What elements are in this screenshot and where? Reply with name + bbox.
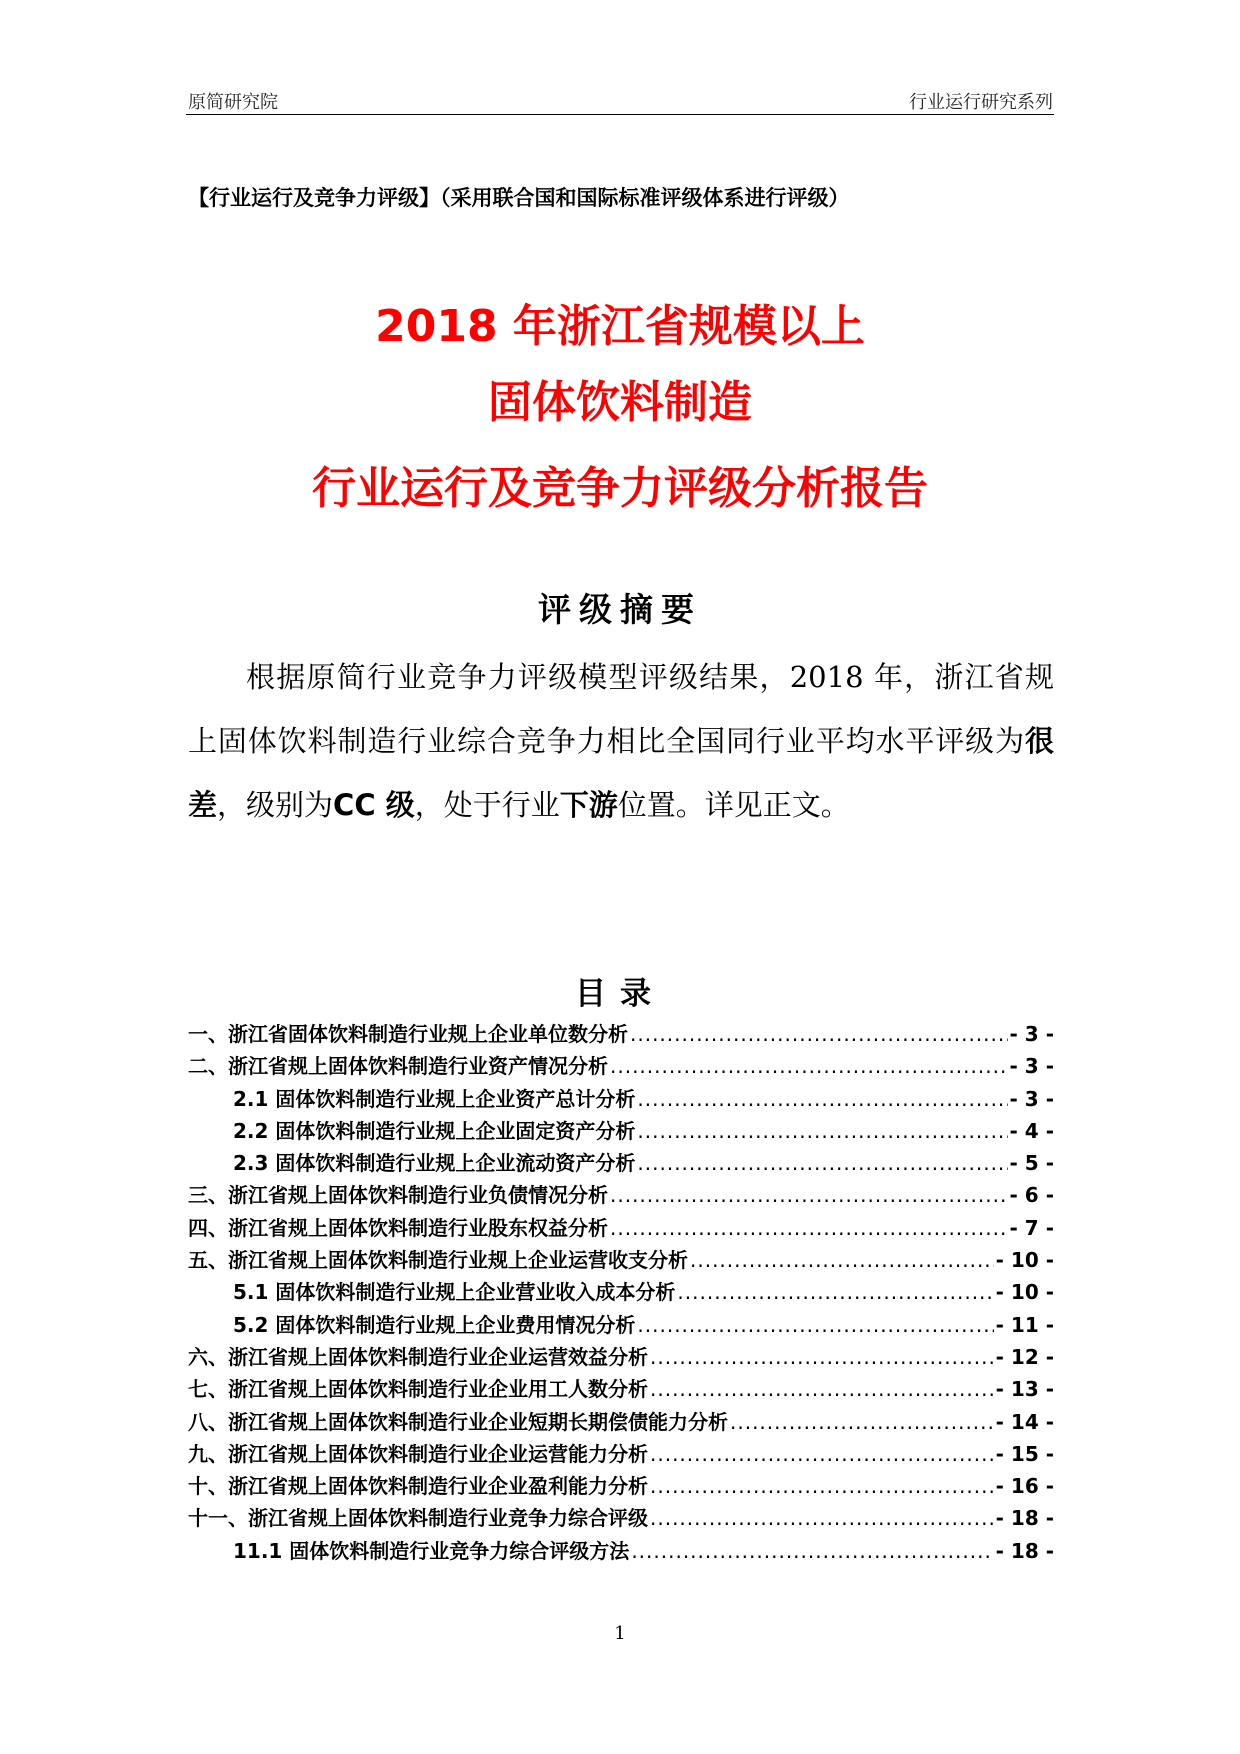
summary-text-2: ，级别为 (217, 788, 334, 822)
report-title-line-1: 2018 年浙江省规模以上 (375, 301, 865, 352)
toc-entry[interactable] (188, 1309, 1054, 1341)
toc-entry[interactable] (188, 1406, 1054, 1438)
toc-entry-title: 2.1 固体饮料制造行业规上企业资产总计分析 (233, 1086, 636, 1111)
report-title-line-3: 行业运行及竞争力评级分析报告 (312, 463, 928, 514)
toc-entry[interactable] (188, 1179, 1054, 1211)
summary-rating: 很差 (188, 724, 1054, 822)
toc-entry[interactable] (188, 1438, 1054, 1470)
toc-entry[interactable] (188, 1502, 1054, 1534)
toc-leader-dots (650, 1442, 994, 1466)
toc-leader-dots (630, 1022, 1008, 1046)
toc-entry-title: 八、浙江省规上固体饮料制造行业企业短期长期偿债能力分析 (188, 1409, 728, 1434)
toc-entry-page: - 18 - (995, 1538, 1054, 1563)
toc-entry-title: 一、浙江省固体饮料制造行业规上企业单位数分析 (188, 1022, 628, 1046)
toc-leader-dots (730, 1410, 994, 1434)
header-left: 原简研究院 (188, 92, 278, 113)
page-number: 1 (614, 1623, 626, 1644)
toc-entry-title: 九、浙江省规上固体饮料制造行业企业运营能力分析 (188, 1441, 648, 1466)
toc-entry-page: - 13 - (995, 1377, 1054, 1402)
header-right: 行业运行研究系列 (909, 92, 1053, 113)
toc-entry[interactable] (188, 1083, 1054, 1115)
toc-leader-dots (690, 1248, 994, 1272)
toc-entry-page: - 10 - (995, 1248, 1054, 1273)
toc-leader-dots (650, 1506, 994, 1530)
toc-leader-dots (637, 1119, 1007, 1143)
toc-leader-dots (677, 1280, 993, 1304)
summary-heading: 评级摘要 (538, 590, 702, 629)
toc-entry-page: - 7 - (1009, 1215, 1054, 1240)
toc-entry-title: 11.1 固体饮料制造行业竞争力综合评级方法 (233, 1538, 630, 1563)
toc-leader-dots (637, 1313, 993, 1337)
summary-paragraph (188, 645, 1054, 837)
toc-entry-title: 四、浙江省规上固体饮料制造行业股东权益分析 (188, 1215, 608, 1240)
toc-entry-title: 二、浙江省规上固体饮料制造行业资产情况分析 (188, 1054, 608, 1079)
toc-leader-dots (610, 1183, 1008, 1207)
toc-entry-page: - 10 - (995, 1280, 1054, 1305)
toc-entry[interactable] (188, 1276, 1054, 1308)
toc-entry-title: 5.2 固体饮料制造行业规上企业费用情况分析 (233, 1312, 636, 1337)
toc-entry-title: 2.2 固体饮料制造行业规上企业固定资产分析 (233, 1118, 636, 1143)
toc-leader-dots (637, 1151, 1007, 1175)
toc-entry[interactable] (188, 1244, 1054, 1276)
toc-entry[interactable] (188, 1470, 1054, 1502)
toc-entry[interactable] (188, 1147, 1054, 1179)
summary-position: 下游 (559, 788, 618, 822)
toc-entry-page: - 12 - (995, 1344, 1054, 1369)
toc-entry[interactable] (188, 1050, 1054, 1082)
toc-leader-dots (650, 1474, 994, 1498)
toc-entry[interactable] (188, 1373, 1054, 1405)
summary-text-3: ，处于行业 (414, 788, 560, 822)
toc-leader-dots (650, 1377, 994, 1401)
toc-leader-dots (637, 1087, 1007, 1111)
toc-entry-title: 5.1 固体饮料制造行业规上企业营业收入成本分析 (233, 1280, 676, 1305)
toc-entry-title: 七、浙江省规上固体饮料制造行业企业用工人数分析 (188, 1377, 648, 1402)
toc-leader-dots (610, 1216, 1008, 1240)
toc-entry-title: 六、浙江省规上固体饮料制造行业企业运营效益分析 (188, 1344, 648, 1369)
summary-grade: CC 级 (333, 788, 415, 822)
summary-text-4: 位置。详见正文。 (617, 788, 850, 822)
toc-entry-title: 三、浙江省规上固体饮料制造行业负债情况分析 (188, 1183, 608, 1208)
toc-leader-dots (610, 1054, 1008, 1078)
toc-heading: 目录 (575, 976, 665, 1012)
toc-entry[interactable] (188, 1115, 1054, 1147)
table-of-contents (188, 1018, 1054, 1567)
toc-entry-page: - 14 - (995, 1409, 1054, 1434)
tag-line: 【行业运行及竞争力评级】（采用联合国和国际标准评级体系进行评级） (188, 186, 850, 210)
toc-entry[interactable] (188, 1018, 1054, 1050)
toc-entry-page: - 11 - (995, 1312, 1054, 1337)
header-rule (186, 114, 1054, 115)
toc-entry[interactable] (188, 1535, 1054, 1567)
toc-entry-page: - 3 - (1009, 1054, 1054, 1079)
toc-entry-title: 2.3 固体饮料制造行业规上企业流动资产分析 (233, 1151, 636, 1176)
toc-leader-dots (631, 1539, 993, 1563)
toc-entry-page: - 4 - (1009, 1118, 1054, 1143)
toc-entry-title: 十一、浙江省规上固体饮料制造行业竞争力综合评级 (188, 1506, 648, 1531)
toc-entry-title: 十、浙江省规上固体饮料制造行业企业盈利能力分析 (188, 1474, 648, 1499)
report-title-line-2: 固体饮料制造 (488, 377, 752, 428)
toc-entry[interactable] (188, 1341, 1054, 1373)
toc-entry-page: - 16 - (995, 1474, 1054, 1499)
toc-leader-dots (650, 1345, 994, 1369)
toc-entry-page: - 6 - (1009, 1183, 1054, 1208)
summary-text-1: 根据原简行业竞争力评级模型评级结果，2018 年，浙江省规上固体饮料制造行业综合竞争力相比全国同行业平均水平评级为 (188, 660, 1054, 758)
toc-entry[interactable] (188, 1212, 1054, 1244)
toc-entry-title: 五、浙江省规上固体饮料制造行业规上企业运营收支分析 (188, 1248, 688, 1273)
toc-entry-page: - 3 - (1009, 1086, 1054, 1111)
toc-entry-page: - 5 - (1009, 1151, 1054, 1176)
toc-entry-page: - 3 - (1009, 1022, 1054, 1046)
toc-entry-page: - 18 - (995, 1506, 1054, 1531)
toc-entry-page: - 15 - (995, 1441, 1054, 1466)
